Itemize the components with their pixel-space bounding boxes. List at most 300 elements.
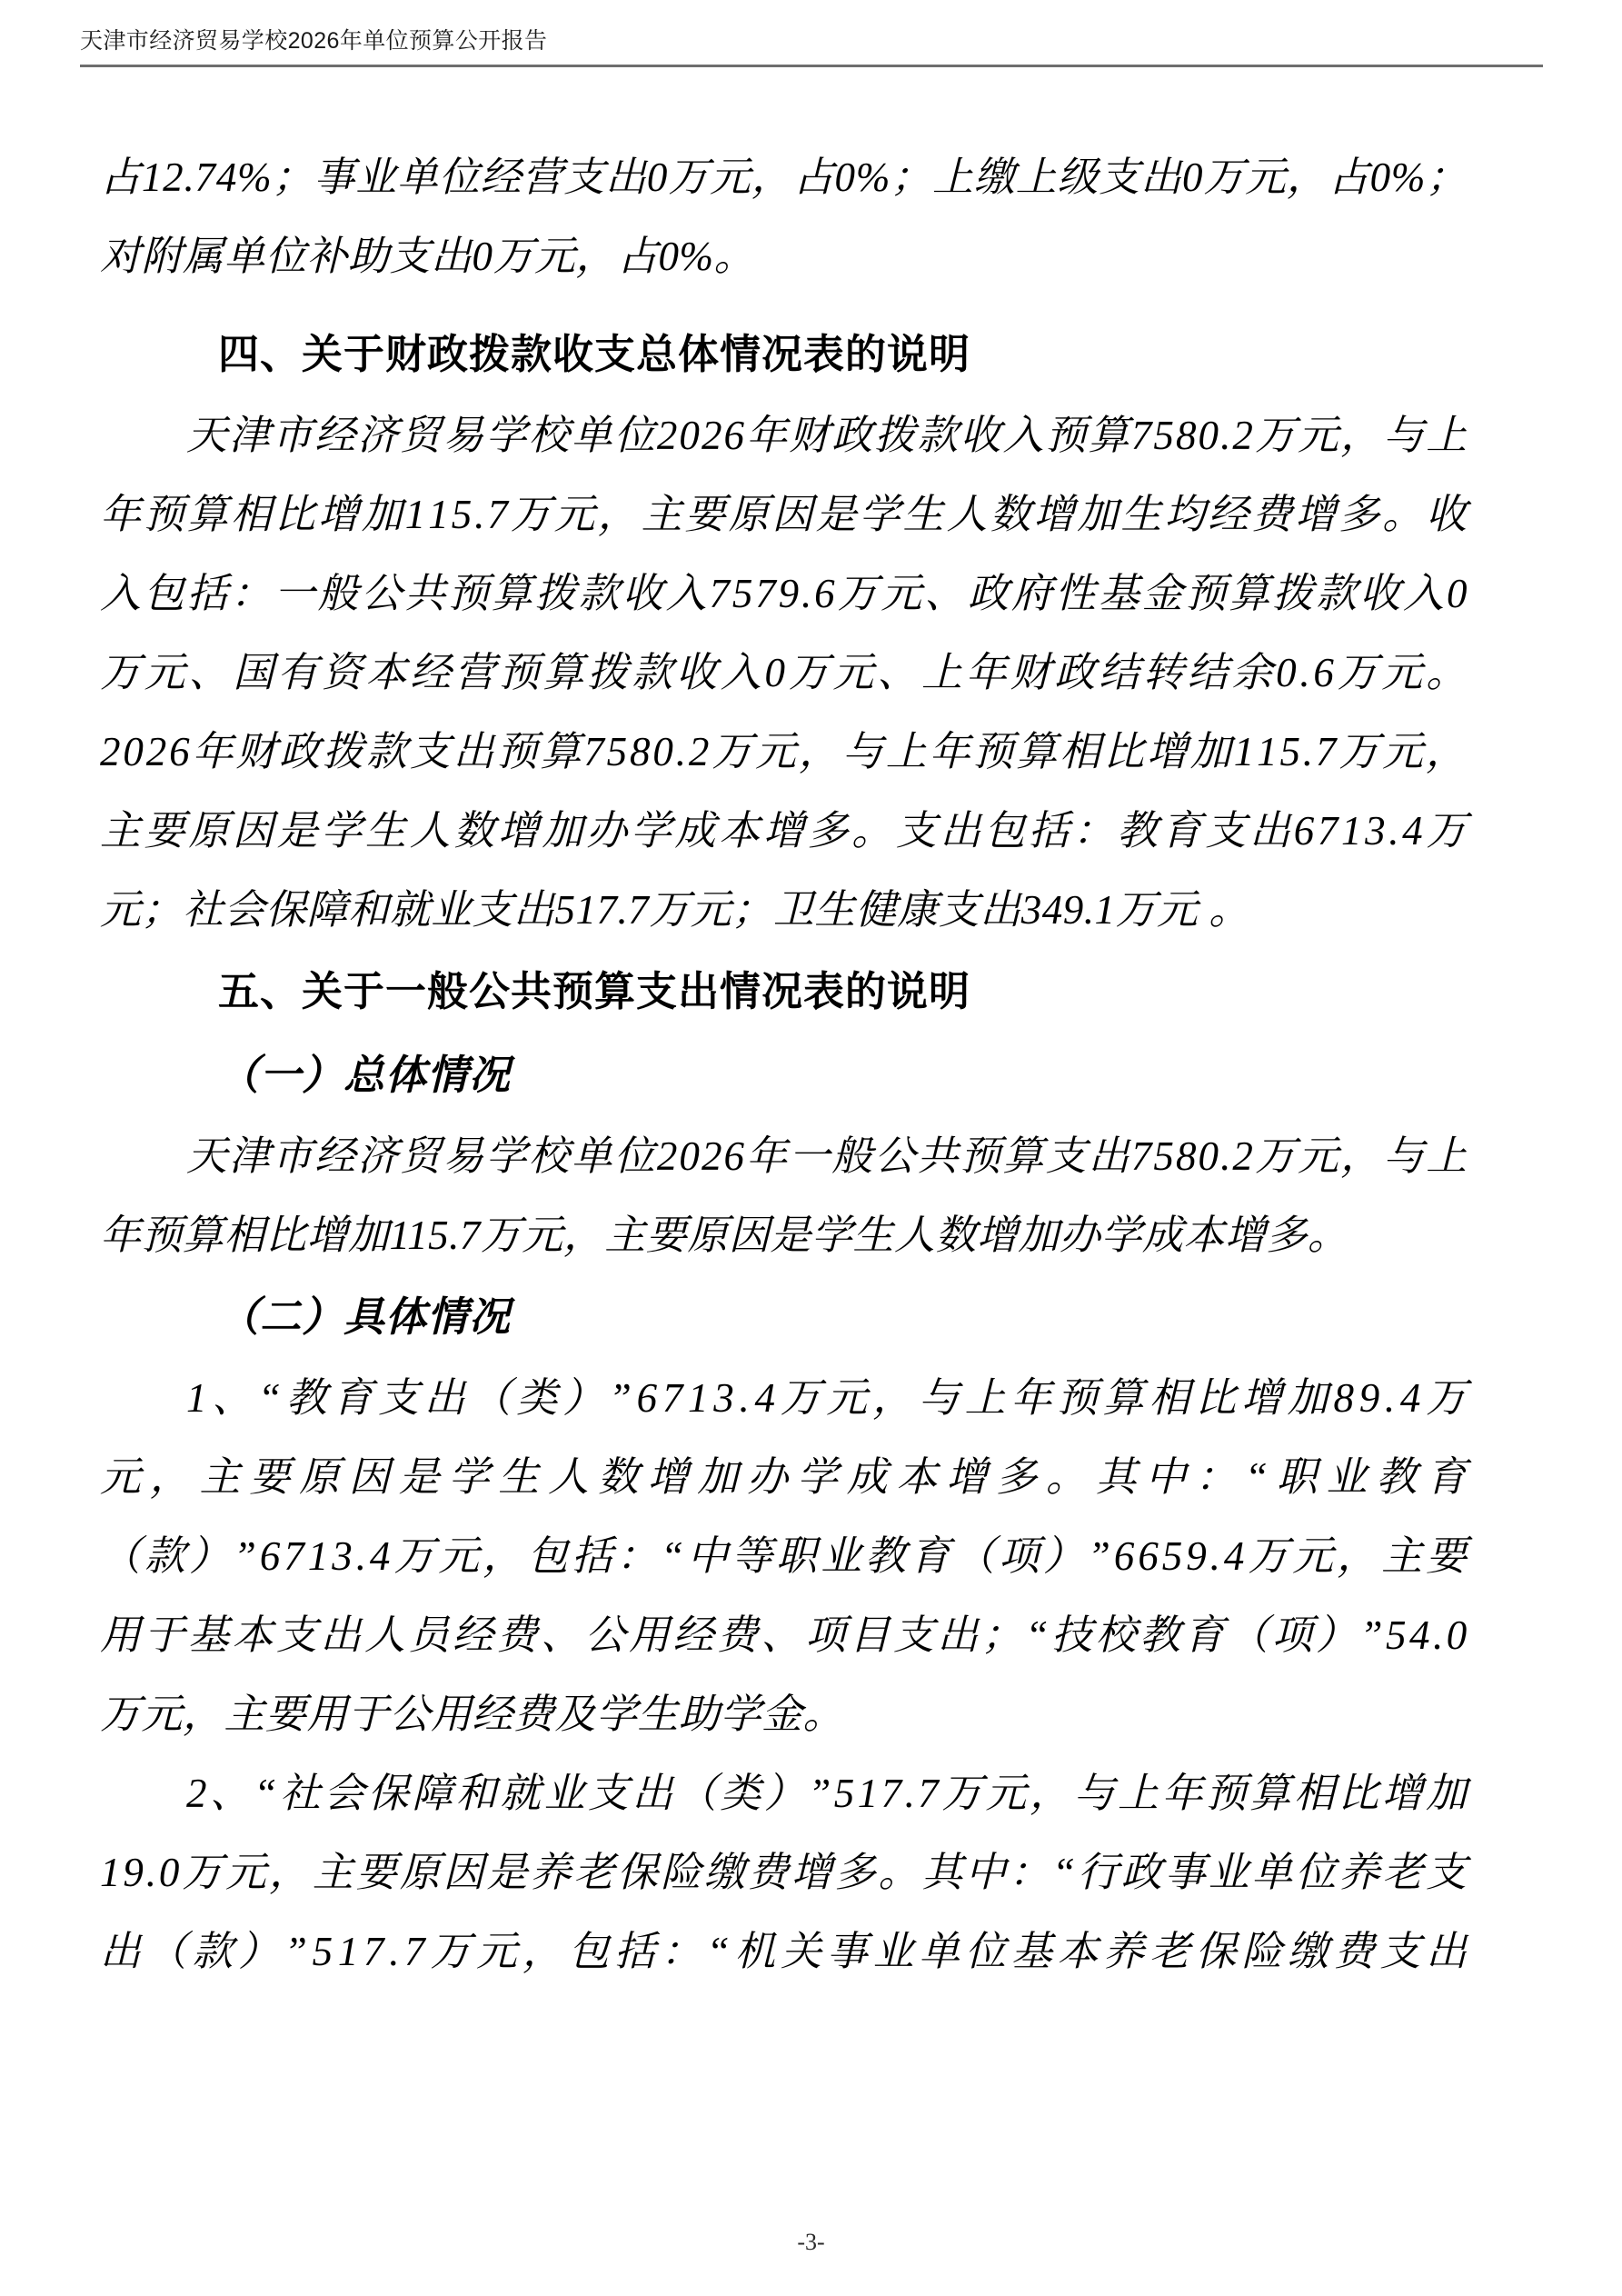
line-char: 款 [578,571,621,616]
line-char: 加 [697,1454,739,1500]
line-char: 款 [365,729,408,774]
line-char: 万 [941,1771,983,1816]
line-char: 算 [542,650,585,695]
line-char: ） [238,1929,280,1974]
line-char: 2 [145,729,167,774]
line-char: 年 [929,729,971,774]
line-char: 上 [931,155,974,200]
line-char: 、 [877,650,919,695]
line-char: 2 [701,413,722,458]
text-line [100,1117,1468,1196]
line-char: 单 [571,413,613,458]
line-char: 基 [188,1612,230,1658]
line-char: 本 [365,650,408,695]
line-char: ， [1426,729,1468,774]
line-char: 0 [764,650,786,695]
line-char: 入 [665,571,708,616]
line-char: 济 [357,413,399,458]
line-char: 、 [188,650,231,695]
line-char: 括 [186,571,229,616]
line-char: 主 [641,492,683,537]
line-char: 障 [412,1771,453,1816]
line-char: 算 [1088,413,1130,458]
line-char: 缴 [1288,1929,1329,1974]
line-char: % [237,155,273,200]
line-char: 校 [528,413,571,458]
line-char: 比 [1338,1771,1379,1816]
line-char: 5 [1153,1133,1175,1179]
line-char: 上 [1426,1133,1468,1179]
line-char: 9 [778,571,800,616]
line-char: 出 [453,729,495,774]
line-char: 支 [1205,808,1247,854]
line-char: 国 [233,650,274,695]
line-char: 2 [100,729,121,774]
line-char: 万 [780,1375,822,1421]
line-char: 1 [1257,729,1279,774]
line-char: 育 [332,1375,373,1421]
line-char: 6 [1138,1533,1159,1579]
line-char: ， [597,492,640,537]
line-char: 增 [762,808,805,854]
line-char: 主 [199,1454,242,1500]
line-char: 教 [1139,1612,1181,1658]
line-char: 元 [1292,1533,1334,1579]
line-char: 经 [314,413,356,458]
line-char: 原 [728,492,771,537]
line-char: 预 [496,729,539,774]
line-char: 出 [1140,155,1182,200]
line-char: 基 [1098,571,1140,616]
line-char: 比 [1195,1375,1237,1421]
line-char: 贸 [400,1133,442,1179]
line-char: 位 [613,413,656,458]
line-char: 1 [688,1375,710,1421]
line-char: 万 [1426,1375,1468,1421]
line-char: 出 [423,1375,466,1421]
line-char: 6 [814,571,836,616]
line-char: 占 [100,155,142,200]
line-char: 加 [1426,1771,1468,1816]
line-char: 增 [946,1454,988,1500]
text-line [100,1359,1468,1438]
line-char: 业 [543,1771,586,1816]
line-char: ） [1316,1612,1358,1658]
line-char: ， [1286,155,1328,200]
line-char: 加 [1077,492,1119,537]
text-line [100,1675,1468,1754]
text-line [100,475,1468,554]
line-char: 出 [1088,1133,1130,1179]
line-char: 万 [393,1533,435,1579]
line-char: 易 [443,1133,484,1179]
line-char: 办 [747,1454,789,1500]
line-char: 养 [530,1850,572,1895]
line-char: 1 [428,492,450,537]
line-char: 7 [583,729,605,774]
text-line [100,1596,1468,1675]
line-char: 多 [834,1850,877,1895]
line-char: . [184,155,195,200]
line-char: （ [470,1375,512,1421]
line-char: （ [675,1771,718,1816]
line-char: 业 [821,1533,862,1579]
line-char: 市 [272,413,313,458]
line-char: 项 [805,1612,847,1658]
line-char: 、 [541,1612,582,1658]
subheading-overall-situation: （一）总体情况 [218,1053,512,1098]
line-char: ” [233,1533,257,1579]
line-char: 1 [100,1850,121,1895]
line-char: 元 [755,729,797,774]
line-char: 包 [984,808,1026,854]
line-char: 事 [826,1929,869,1974]
line-char: 、 [924,571,966,616]
line-char: ： [1195,1454,1237,1500]
line-char: 用 [629,1612,671,1658]
line-char: ， [1340,1133,1382,1179]
line-char: 元 [1381,650,1423,695]
line-char: 人 [946,492,988,537]
line-text: 元；社会保障和就业支出517.7万元；卫生健康支出349.1万元 。 [100,887,1250,933]
header-title: 天津市经济贸易学校2026年单位预算公开报告 [80,28,548,54]
line-char: “ [1244,1454,1269,1500]
line-char: 教 [865,1533,907,1579]
line-char: ， [483,1533,524,1579]
line-char: 金 [1141,571,1184,616]
line-char: ， [1337,1533,1378,1579]
line-char: “ [1025,1612,1050,1658]
line-char: 比 [274,492,316,537]
line-char: . [1302,729,1314,774]
line-char: 包 [527,1533,569,1579]
line-char: 元 [225,1850,267,1895]
line-char: 支 [378,1375,420,1421]
line-char: 保 [367,1771,410,1816]
line-char: 预 [972,729,1014,774]
line-char: 本 [1057,1929,1099,1974]
line-char: 8 [1175,1133,1197,1179]
line-char: 主 [1381,1533,1423,1579]
line-char: 括 [1028,808,1070,854]
line-char: 9 [123,1850,144,1895]
line-char: 万 [788,650,831,695]
line-char: 0 [123,729,144,774]
line-char: 款 [917,413,959,458]
line-char: 险 [661,1850,702,1895]
line-char: . [355,1533,367,1579]
line-char: 款 [632,650,673,695]
line-char: 预 [448,571,490,616]
line-char: 成 [674,808,717,854]
line-char: 增 [1381,1771,1424,1816]
line-char: 0 [1276,650,1298,695]
line-char: 中 [687,1533,729,1579]
line-char: 款 [1316,571,1358,616]
line-char: 用 [100,1612,142,1658]
line-char: 、 [212,1375,254,1421]
line-char: 府 [1011,571,1053,616]
line-char: ： [1072,808,1114,854]
line-char: ： [1009,1850,1050,1895]
line-char: ” [808,1771,831,1816]
line-char: 结 [1187,650,1229,695]
line-char: 万 [1254,1133,1297,1179]
line-char: “ [254,1771,277,1816]
line-char: ” [1359,1612,1384,1658]
line-char: 公 [874,1133,916,1179]
line-char: 要 [1426,1533,1468,1579]
line-char: 年 [746,413,788,458]
line-char: 相 [1149,1375,1191,1421]
line-char: 年 [1161,1771,1203,1816]
line-char: 2 [688,729,710,774]
line-char: 上 [1015,155,1058,200]
line-char: 括 [614,1929,656,1974]
line-char: 万 [100,650,142,695]
line-char: 基 [1010,1929,1053,1974]
line-char: 元 [1382,729,1424,774]
line-char: 。 [1382,492,1424,537]
line-char: 4 [1409,1612,1431,1658]
line-char: 拨 [874,413,916,458]
line-char: 拨 [534,571,577,616]
line-char: 元 [985,1771,1028,1816]
line-char: 其 [921,1850,963,1895]
line-char: 年 [1010,1375,1052,1421]
line-char: ， [751,155,793,200]
line-char: 0 [1446,571,1468,616]
line-char: 员 [408,1612,451,1658]
line-char: 占 [792,155,835,200]
line-char: 原 [188,808,230,854]
line-char: 0 [679,413,701,458]
line-char: （ [1228,1612,1269,1658]
line-char: 于 [144,1612,186,1658]
line-char: 支 [276,1612,318,1658]
text-line [100,713,1468,792]
line-char: 出 [100,1929,142,1974]
line-char: 与 [1383,1133,1425,1179]
line-char: 算 [540,729,582,774]
line-char: 目 [849,1612,891,1658]
line-char: 出 [1426,1929,1468,1974]
line-char: . [1433,1612,1444,1658]
line-char: 支 [1426,1850,1468,1895]
line-char: 政 [1120,1850,1163,1895]
line-char: 2 [656,413,678,458]
line-char: （ [953,1533,996,1579]
line-char: 学 [485,1133,528,1179]
line-char: 款 [192,1929,234,1974]
text-line [100,1196,1468,1275]
line-char: 7 [755,571,777,616]
line-char: 增 [1033,492,1075,537]
line-char: 上 [1426,413,1468,458]
line-char: 4 [369,1533,391,1579]
line-char: 原 [399,1850,442,1895]
line-char: 支 [1099,155,1140,200]
line-char: 经 [453,1612,494,1658]
line-char: 3 [1365,808,1387,854]
line-char: . [389,1929,400,1974]
line-char: 经 [480,155,522,200]
line-char: 万 [837,571,879,616]
line-char: 增 [1295,492,1337,537]
line-char: 政 [279,729,321,774]
line-char: 加 [1287,1375,1329,1421]
line-char: 财 [789,413,831,458]
line-char: 要 [355,1850,398,1895]
line-char: 生 [902,492,945,537]
line-char: 贸 [400,413,442,458]
line-char: 增 [1146,729,1189,774]
line-char: 费 [1251,492,1293,537]
line-char: 共 [404,571,446,616]
line-char: 预 [1045,413,1088,458]
line-char: 有 [277,650,319,695]
line-char: 原 [299,1454,341,1500]
line-char: 0 [679,1133,701,1179]
line-char: 费 [717,1612,759,1658]
line-char: 0 [646,155,668,200]
line-char: 7 [918,1771,940,1816]
line-char: 预 [1057,1375,1099,1421]
line-char: 费 [496,1612,539,1658]
line-char: 易 [443,413,484,458]
line-char: 项 [998,1533,1040,1579]
line-char: 6 [723,1133,745,1179]
line-char: 项 [1271,1612,1314,1658]
line-char: 性 [1054,571,1097,616]
line-char: 0 [834,155,856,200]
line-char: 主 [100,808,142,854]
line-char: 8 [630,729,652,774]
line-char: 中 [1145,1454,1187,1500]
subheading-specific-situation: （二）具体情况 [218,1294,512,1340]
line-char: 生 [498,1454,540,1500]
line-char: 均 [1164,492,1206,537]
line-char: 一 [789,1133,831,1179]
line-char: 9 [1186,1533,1208,1579]
line-char: 支 [588,1771,630,1816]
line-char: ： [616,1533,658,1579]
line-text: 万元，主要用于公用经费及学生助学金。 [100,1692,845,1737]
line-char: 入 [1002,413,1045,458]
line-char: 是 [815,492,858,537]
text-line [100,634,1468,713]
line-char: ” [608,1375,632,1421]
line-char: 学 [485,413,528,458]
line-char: 2 [656,1133,678,1179]
line-char: 增 [497,808,540,854]
line-char: 其 [1095,1454,1138,1500]
line-char: 7 [1317,808,1338,854]
line-char: 本 [232,1612,274,1658]
line-char: 占 [1328,155,1370,200]
line-char: 收 [960,413,1002,458]
line-char: 6 [1113,1533,1135,1579]
line-char: 0 [652,729,674,774]
line-char: 因 [348,1454,391,1500]
line-char: 人 [364,1612,406,1658]
line-char: 支 [893,1612,935,1658]
line-char: 5 [312,1929,333,1974]
line-char: 6 [259,1533,281,1579]
line-char: 技 [1051,1612,1093,1658]
line-char: 校 [528,1133,571,1179]
line-char: 与 [1383,413,1425,458]
line-char: 老 [1149,1929,1191,1974]
line-char: 社 [279,1771,322,1816]
line-char: 1 [857,1771,879,1816]
line-char: 万 [510,492,552,537]
line-char: 包 [568,1929,611,1974]
line-char: 7 [1315,729,1337,774]
line-char: 济 [357,1133,399,1179]
line-char: 元 [100,1454,142,1500]
line-char: 育 [1160,808,1203,854]
line-char: 是 [276,808,319,854]
line-char: ， [1340,413,1382,458]
line-char: 上 [885,729,928,774]
line-char: 险 [1241,1929,1283,1974]
line-char: 、 [761,1612,803,1658]
line-char: ” [1087,1533,1111,1579]
line-char: （ [145,1929,188,1974]
page-number: -3- [797,2229,825,2255]
line-char: 2 [701,1133,722,1179]
line-char: 学 [796,1454,839,1500]
line-char: 5 [1161,1533,1183,1579]
line-char: 1 [404,492,426,537]
heading-section-five: 五、关于一般公共预算支出情况表的说明 [218,968,971,1014]
line-char: 5 [833,1771,855,1816]
line-char: 2 [163,155,184,200]
line-char: 加 [542,808,584,854]
document-body [100,138,1468,1992]
line-char: 财 [235,729,277,774]
line-char: 办 [586,808,628,854]
line-char: . [1220,1133,1231,1179]
text-line [100,138,1468,217]
line-char: 算 [186,492,229,537]
line-char: 0 [1198,1133,1219,1179]
line-char: 学 [448,1454,490,1500]
line-char: 0 [1446,1612,1468,1658]
line-char: 要 [684,492,727,537]
line-char: 元 [710,155,751,200]
line-char: 经 [410,650,452,695]
line-char: 元 [826,1375,868,1421]
spacer [100,296,1468,313]
line-char: 年 [965,650,1008,695]
line-char: . [145,1850,157,1895]
line-char: 育 [1183,1612,1226,1658]
line-char: % [1390,155,1426,200]
line-char: 业 [1326,1454,1368,1500]
line-char: 万 [1248,1533,1289,1579]
line-char: 元 [832,650,875,695]
line-char: 支 [895,808,938,854]
line-char: 收 [1359,571,1401,616]
line-char: 学 [321,808,363,854]
line-char: （ [100,1533,142,1579]
line-char: 拨 [1272,571,1314,616]
line-char: 人 [409,808,452,854]
line-char: 7 [363,1929,385,1974]
line-char: 政 [968,571,1010,616]
